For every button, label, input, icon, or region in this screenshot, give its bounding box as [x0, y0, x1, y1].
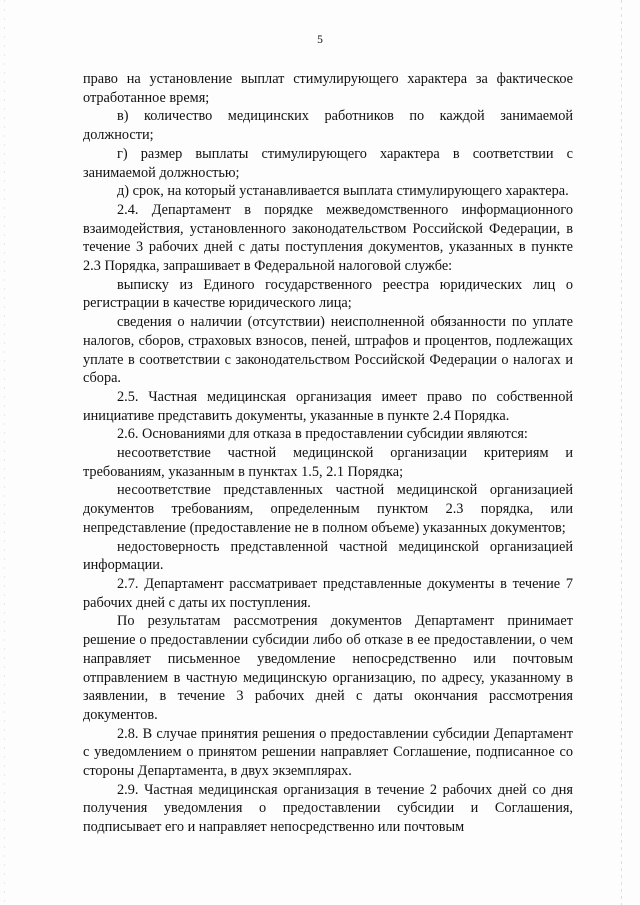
paragraph-item-v: в) количество медицинских работников по каждой занимаемой должности;	[83, 108, 573, 144]
scan-edge-right	[621, 0, 622, 905]
paragraph-2-6: 2.6. Основаниями для отказа в предоставлении субсидии являются:	[117, 426, 528, 443]
paragraph-2-6-reason-3: недостоверность представленной частной медицинской организацией информации.	[83, 538, 573, 574]
paragraph-2-8: 2.8. В случае принятия решения о предоставлении субсидии Департамент с уведомлением о принятом решении направляет Соглашение, подписанное со стороны Департамента, в двух экземплярах.	[83, 725, 573, 780]
paragraph-2-7: 2.7. Департамент рассматривает представленные документы в течение 7 рабочих дней с даты их поступления.	[83, 575, 573, 611]
paragraph-2-9: 2.9. Частная медицинская организация в течение 2 рабочих дней со дня получения уведомления о предоставлении субсидии и Соглашения, подписывает его и направляет непосредственно или почтовым	[83, 781, 573, 836]
paragraph-2-6-reason-2: несоответствие представленных частной медицинской организацией документов требованиям, определенным пунктом 2.3 порядка, или непредставление (предоставление не в полном объеме) указанных документов;	[83, 482, 573, 536]
paragraph-item-g: г) размер выплаты стимулирующего характера в соответствии с занимаемой должностью;	[83, 145, 573, 181]
scan-edge-left	[4, 0, 5, 905]
paragraph-2-4-extract: выписку из Единого государственного реестра юридических лиц о регистрации в качестве юридического лица;	[83, 276, 573, 312]
document-body	[83, 70, 573, 837]
paragraph-2-5: 2.5. Частная медицинская организация имеет право по собственной инициативе представить документы, указанные в пункте 2.4 Порядка.	[83, 388, 573, 424]
paragraph-2-4-tax-info: сведения о наличии (отсутствии) неисполненной обязанности по уплате налогов, сборов, страховых взносов, пеней, штрафов и процентов, подлежащих уплате в соответствии с законодательством Российской Федерации о налогах и сбора.	[83, 314, 573, 387]
paragraph-item-d: д) срок, на который устанавливается выплата стимулирующего характера.	[117, 183, 569, 200]
paragraph-2-7-decision: По результатам рассмотрения документов Департамент принимает решение о предоставлении субсидии либо об отказе в ее предоставлении, о чем направляет письменное уведомление непосредственно или почтовым отправлением в частную медицинскую организацию, по адресу, указанному в заявлении, в течение 3 рабочих дней с даты окончания рассмотрения документов.	[83, 613, 573, 723]
paragraph-continuation: право на установление выплат стимулирующего характера за фактическое отработанное время;	[83, 71, 573, 106]
paragraph-2-4: 2.4. Департамент в порядке межведомственного информационного взаимодействия, установленного законодательством Российской Федерации, в течение 3 рабочих дней с даты поступления документов, указанных в пункте 2.3 Порядка, запрашивает в Федеральной налоговой службе:	[83, 201, 573, 275]
page-number: 5	[317, 34, 323, 46]
paragraph-2-6-reason-1: несоответствие частной медицинской организации критериям и требованиям, указанным в пунктах 1.5, 2.1 Порядка;	[83, 445, 573, 480]
